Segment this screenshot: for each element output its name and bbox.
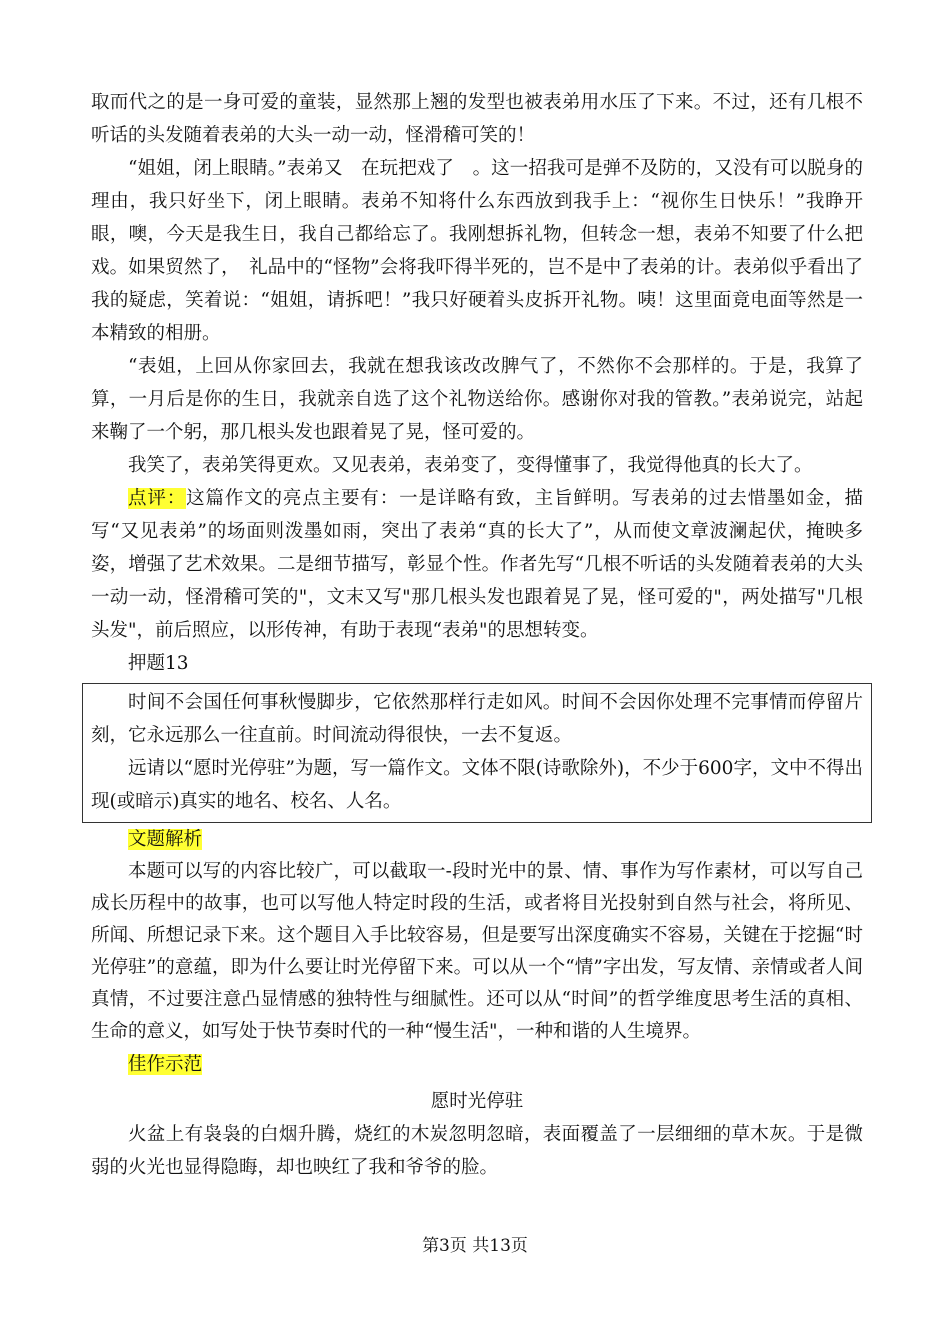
- comment-label: 点评：: [128, 488, 187, 509]
- page-content: [91, 86, 863, 1184]
- story-paragraph-2: “姐姐，闭上眼睛。”表弟又 在玩把戏了 。这一招我可是弹不及防的，又没有可以脱身的理由，我只好坐下，闭上眼睛。表弟不知将什么东西放到我手上：“视你生日快乐！”我睁开眼，噢，今天是我生日，我自己都给忘了。我刚想拆礼物，但转念一想，表弟不知要了什么把戏。如果贸然了， 礼品中的“怪物”会将我吓得半死的，岂不是中了表弟的计。表弟似乎看出了我的疑虑，笑着说：“姐姐，请拆吧！”我只好硬着头皮拆开礼物。咦！这里面竟电面等然是一本精致的相册。: [91, 158, 863, 344]
- prompt-paragraph-1: 时间不会国任何事秋慢脚步，它依然那样行走如风。时间不会因你处理不完事情而停留片刻，它永远那么一往直前。时间流动得很快，一去不复返。: [91, 692, 863, 746]
- story-paragraph-3: “表姐，上回从你家回去，我就在想我该改改脾气了，不然你不会那样的。于是，我算了算，一月后是你的生日，我就亲自选了这个礼物送给你。感谢你对我的管教。”表弟说完，站起来鞠了一个躬，那几根头发也跟着晃了晃，怪可爱的。: [91, 356, 863, 443]
- example-essay-title: 愿时光停驻: [430, 1091, 524, 1112]
- comment-text: 这篇作文的亮点主要有：一是详略有致，主旨鲜明。写表弟的过去惜墨如金，描写“又见表弟”的场面则泼墨如雨，突出了表弟“真的长大了”，从而使文章波澜起伏，掩映多姿，增强了艺术效果。二是细节描写，彰显个性。作者先写“几根不听话的头发随着表弟的大头一动一动，怪滑稽可笑的"，文末又写"那几根头发也跟着晃了晃，怪可爱的"，两处描写"几根头发"，前后照应，以形传神，有助于表现“表弟"的思想转变。: [91, 488, 863, 641]
- example-heading: [91, 1048, 863, 1081]
- comment-paragraph: [91, 482, 863, 647]
- story-paragraph-4: 我笑了，表弟笑得更欢。又见表弟，表弟变了，变得懂事了，我觉得他真的长大了。: [128, 455, 813, 476]
- example-label: 佳作示范: [128, 1054, 203, 1075]
- prompt-paragraph-2: 远请以“愿时光停驻”为题，写一篇作文。文体不限(诗歌除外)，不少于600字，文中不得出现(或暗示)真实的地名、校名、人名。: [91, 758, 863, 812]
- analysis-label: 文题解析: [128, 829, 203, 850]
- example-paragraph: 火盆上有袅袅的白烟升腾，烧红的木炭忽明忽暗，表面覆盖了一层细细的草木灰。于是微弱的火光也显得隐晦，却也映红了我和爷爷的脸。: [91, 1124, 863, 1178]
- section-title: 押题13: [128, 653, 189, 674]
- analysis-heading: [91, 823, 863, 856]
- story-paragraph-1: 取而代之的是一身可爱的童装，显然那上翘的发型也被表弟用水压了下来。不过，还有几根不听话的头发随着表弟的大头一动一动，怪滑稽可笑的！: [91, 92, 863, 146]
- analysis-paragraph: 本题可以写的内容比较广，可以截取一-段时光中的景、情、事作为写作素材，可以写自己成长历程中的故事，也可以写他人特定时段的生活，或者将目光投射到自然与社会，将所见、所闻、所想记录下来。这个题目入手比较容易，但是要写出深度确实不容易，关键在于挖掘“时光停驻”的意蕴，即为什么要让时光停留下来。可以从一个“情”字出发，写友情、亲情或者人间真情，不过要注意凸显情感的独特性与细腻性。还可以从“时间”的哲学维度思考生活的真相、生命的意义，如写处于快节奏时代的一种“慢生活"，一种和谐的人生境界。: [91, 861, 863, 1042]
- page-footer: 第3页 共13页: [422, 1236, 528, 1256]
- essay-prompt-box: [82, 683, 872, 823]
